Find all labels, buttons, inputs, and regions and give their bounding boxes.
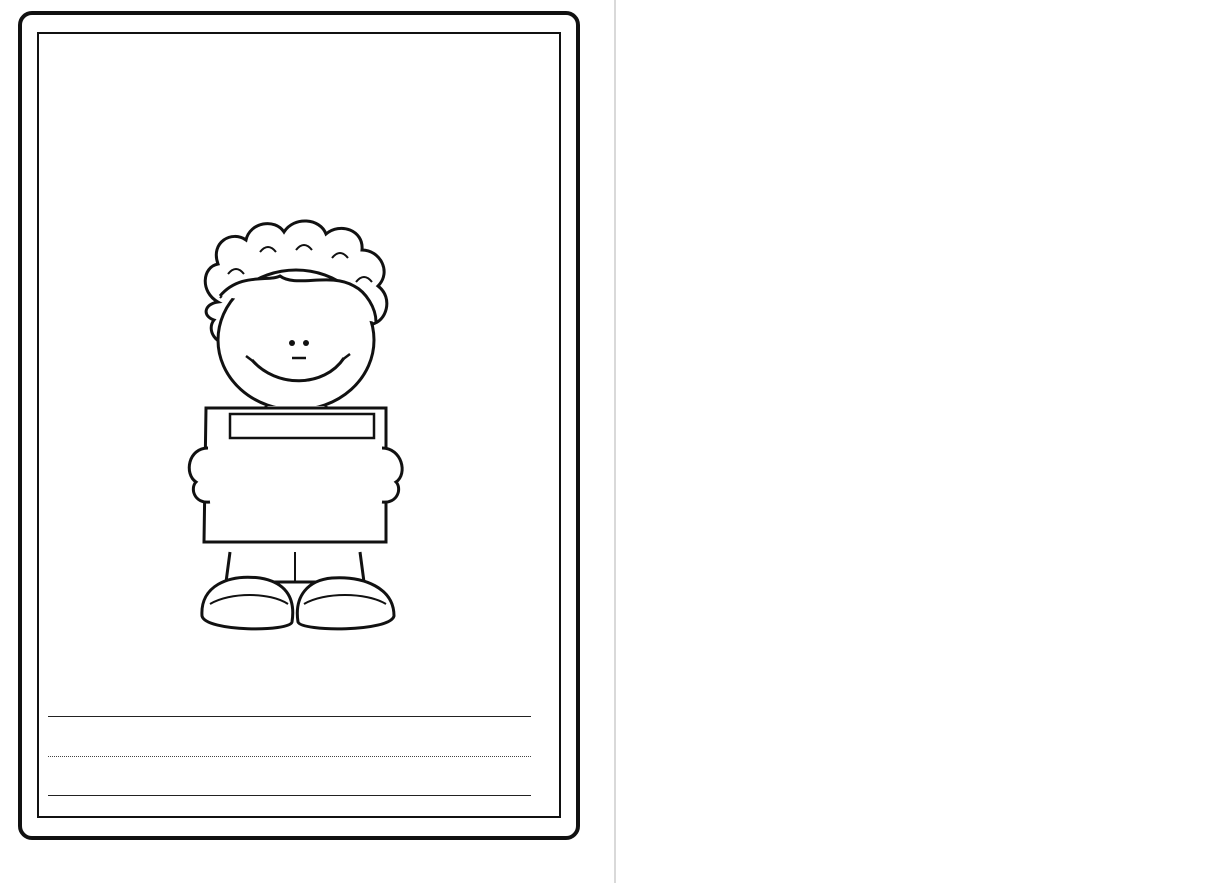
simon-says-heading: [728, 84, 1138, 158]
boy-with-calendar-illustration: [180, 212, 420, 642]
name-writing-line-top[interactable]: [48, 716, 531, 717]
cover-page: [0, 0, 614, 883]
name-writing-line-dotted[interactable]: [48, 756, 531, 757]
worksheet-page: [616, 0, 1231, 883]
name-writing-line-bottom[interactable]: [48, 795, 531, 796]
